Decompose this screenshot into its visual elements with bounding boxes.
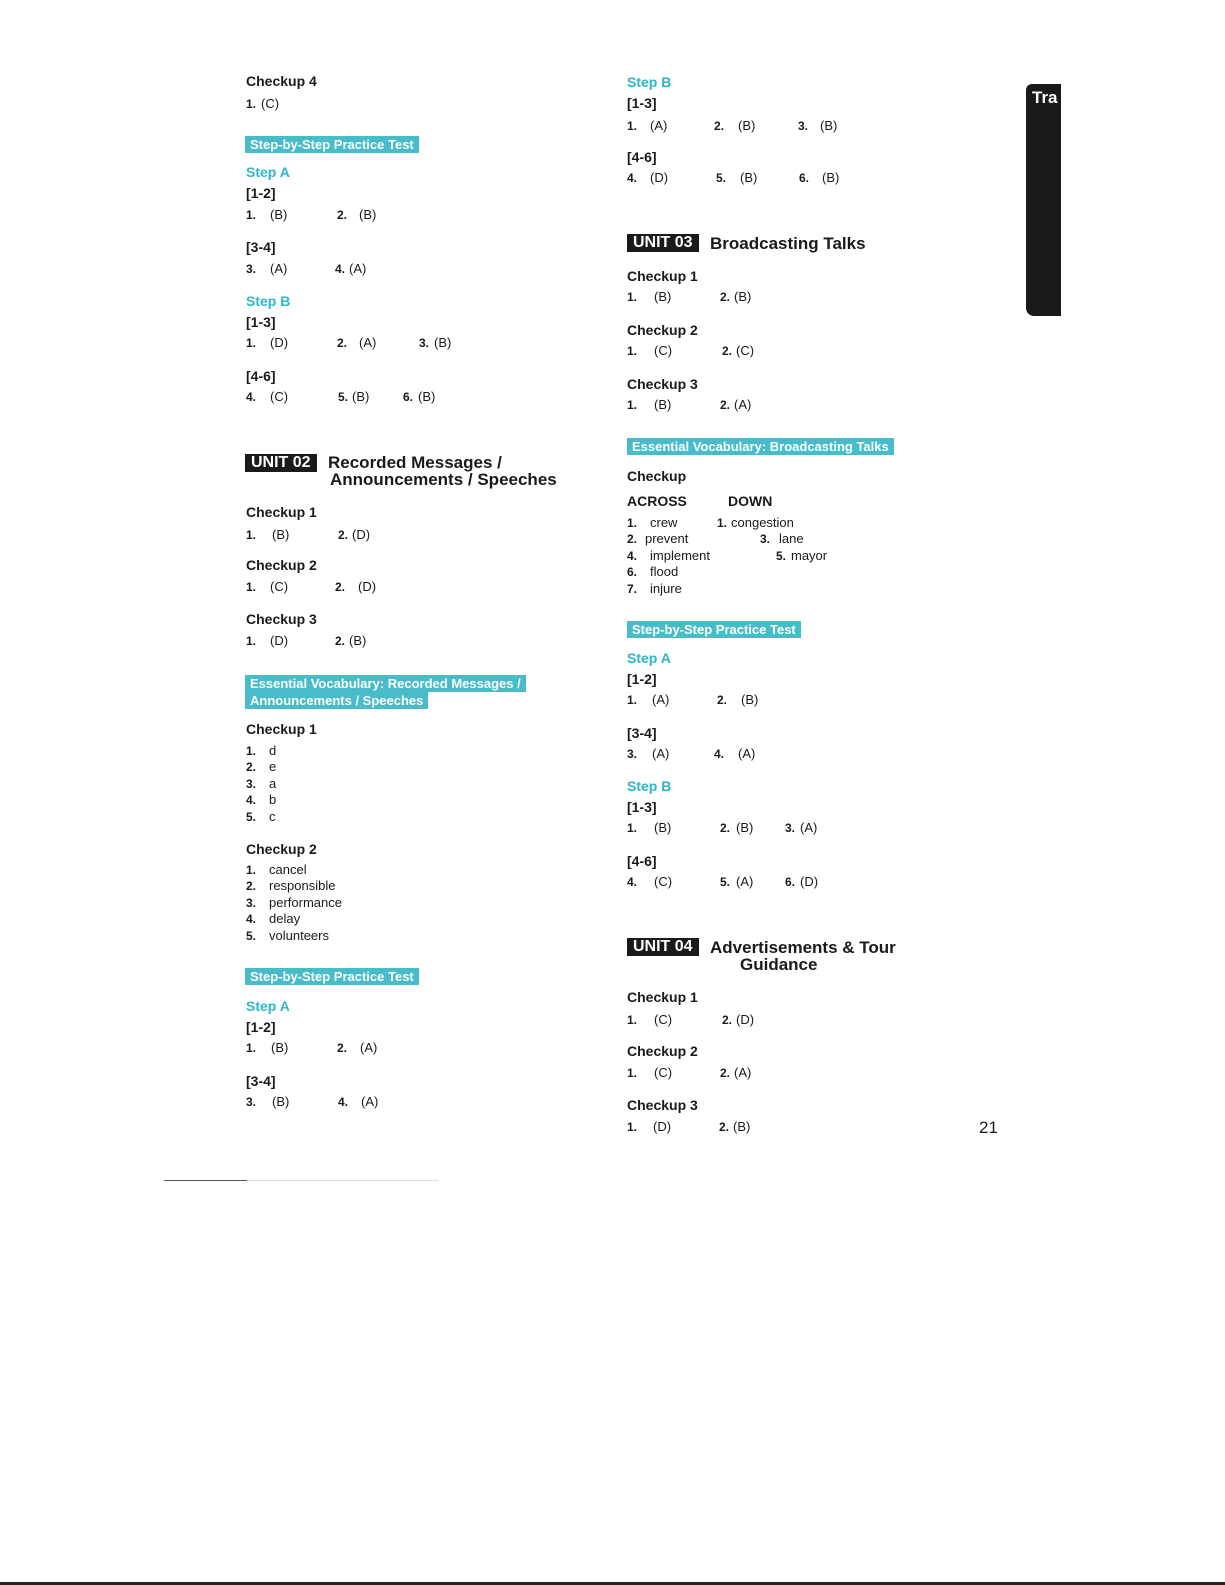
answer-number: 1. [627,344,638,358]
answer-number: 3. [798,119,809,133]
answer-value: (C) [736,343,755,358]
answer-value: (C) [270,579,289,594]
question-range: [3-4] [627,725,657,741]
answer-value: (D) [352,527,371,542]
checkup1-heading: Checkup 1 [246,504,317,520]
vocab-checkup1-heading: Checkup 1 [246,721,317,737]
answer-value: (C) [654,1012,673,1027]
answer-number: 3. [246,1095,257,1109]
vocab-checkup-heading: Checkup [627,468,687,484]
answer-value: (B) [434,335,452,350]
checkup3-heading: Checkup 3 [627,1097,698,1113]
answer-value: (B) [740,170,758,185]
answer-value: (B) [272,527,290,542]
checkup3-heading: Checkup 3 [627,376,698,392]
across-label: ACROSS [627,493,687,509]
checkup2-heading: Checkup 2 [627,322,698,338]
side-tab [1026,84,1061,316]
section-band-practice-test: Step-by-Step Practice Test [627,621,801,638]
question-range: [1-2] [246,185,276,201]
section-band-practice-test: Step-by-Step Practice Test [245,968,419,985]
answer-number: 2. [720,821,731,835]
answer-value: (B) [736,820,754,835]
answer-number: 2. [720,1066,731,1080]
step-b-label: Step B [627,778,672,794]
answer-number: 7. [627,582,638,596]
question-range: [1-3] [627,799,657,815]
answer-value: d [269,743,277,758]
checkup2-heading: Checkup 2 [246,557,317,573]
answer-number: 4. [335,262,346,276]
answer-number: 4. [714,747,725,761]
answer-value: (C) [261,96,280,111]
answer-value: (D) [736,1012,755,1027]
side-tab-label: Tra [1032,88,1058,107]
answer-value: (D) [270,633,289,648]
section-band-vocabulary: Essential Vocabulary: Recorded Messages / [245,675,526,692]
unit-badge: UNIT 02 [245,454,317,472]
answer-value: c [269,809,276,824]
unit-title: Recorded Messages / [328,453,502,472]
answer-number: 4. [246,912,257,926]
answer-number: 4. [627,875,638,889]
answer-number: 3. [627,747,638,761]
unit-badge: UNIT 04 [627,938,699,956]
step-a-label: Step A [246,164,290,180]
answer-number: 2. [720,290,731,304]
answer-number: 4. [246,793,257,807]
answer-value: (B) [349,633,367,648]
answer-value: (A) [800,820,818,835]
down-label: DOWN [728,493,773,509]
answer-number: 2. [337,336,348,350]
checkup3-heading: Checkup 3 [246,611,317,627]
answer-number: 1. [627,821,638,835]
answer-number: 3. [785,821,796,835]
answer-number: 1. [246,336,257,350]
answer-number: 5. [246,929,257,943]
answer-value: (A) [650,118,668,133]
answer-value: cancel [269,862,307,877]
checkup2-heading: Checkup 2 [627,1043,698,1059]
answer-number: 4. [627,549,638,563]
answer-number: 3. [246,777,257,791]
answer-number: 2. [717,693,728,707]
answer-value: (A) [734,397,752,412]
vocab-checkup2-heading: Checkup 2 [246,841,317,857]
answer-value: (A) [734,1065,752,1080]
answer-value: b [269,792,277,807]
answer-value: lane [779,531,804,546]
answer-number: 2. [714,119,725,133]
answer-number: 1. [627,1120,638,1134]
answer-value: (D) [653,1119,672,1134]
answer-number: 1. [627,1013,638,1027]
answer-value: (B) [734,289,752,304]
answer-number: 2. [722,1013,733,1027]
answer-value: e [269,759,277,774]
answer-number: 6. [403,390,414,404]
answer-value: (C) [270,389,289,404]
answer-number: 6. [627,565,638,579]
answer-value: (D) [358,579,377,594]
step-a-label: Step A [246,998,290,1014]
answer-number: 2. [335,580,346,594]
unit-badge: UNIT 03 [627,234,699,252]
answer-value: (A) [270,261,288,276]
answer-value: (B) [654,820,672,835]
answer-value: (C) [654,874,673,889]
answer-number: 5. [776,549,787,563]
answer-value: mayor [791,548,828,563]
step-a-label: Step A [627,650,671,666]
answer-number: 1. [246,634,257,648]
question-range: [3-4] [246,1073,276,1089]
answer-number: 1. [246,1041,257,1055]
question-range: [1-2] [246,1019,276,1035]
answer-value: (B) [820,118,838,133]
answer-value: (A) [361,1094,379,1109]
answer-value: (B) [272,1094,290,1109]
answer-value: (A) [360,1040,378,1055]
answer-value: injure [650,581,682,596]
unit-title: Broadcasting Talks [710,234,866,253]
answer-number: 2. [246,760,257,774]
answer-number: 2. [722,344,733,358]
footer-rule [164,1180,247,1181]
answer-value: (A) [736,874,754,889]
unit-title-line2: Guidance [740,955,818,974]
answer-number: 2. [720,398,731,412]
answer-number: 1. [627,119,638,133]
question-range: [3-4] [246,239,276,255]
answer-value: (B) [418,389,436,404]
answer-number: 1. [246,744,257,758]
question-range: [1-3] [246,314,276,330]
answer-value: (A) [738,746,756,761]
answer-value: congestion [731,515,794,530]
answer-number: 2. [627,532,638,546]
footer-rule-faint [248,1180,438,1181]
answer-number: 3. [760,532,771,546]
answer-number: 2. [337,208,348,222]
answer-number: 5. [246,810,257,824]
answer-number: 2. [719,1120,730,1134]
answer-number: 1. [246,208,257,222]
answer-value: (D) [800,874,819,889]
section-band-practice-test: Step-by-Step Practice Test [245,136,419,153]
answer-value: a [269,776,277,791]
question-range: [1-2] [627,671,657,687]
question-range: [4-6] [246,368,276,384]
answer-number: 2. [246,879,257,893]
answer-value: (B) [271,1040,289,1055]
answer-number: 3. [246,262,257,276]
answer-number: 5. [338,390,349,404]
answer-number: 4. [627,171,638,185]
answer-value: implement [650,548,710,563]
checkup1-heading: Checkup 1 [627,268,698,284]
answer-number: 4. [338,1095,349,1109]
answer-value: (B) [359,207,377,222]
answer-number: 3. [246,896,257,910]
answer-value: (A) [652,692,670,707]
answer-value: responsible [269,878,336,893]
answer-value: flood [650,564,679,579]
section-band-vocabulary-line2: Announcements / Speeches [245,692,428,709]
answer-number: 4. [246,390,257,404]
answer-number: 5. [716,171,727,185]
answer-value: volunteers [269,928,329,943]
answer-number: 1. [246,863,257,877]
answer-value: prevent [645,531,689,546]
question-range: [1-3] [627,95,657,111]
answer-number: 2. [338,528,349,542]
step-b-label: Step B [627,74,672,90]
answer-number: 6. [799,171,810,185]
answer-number: 5. [720,875,731,889]
answer-number: 1. [627,290,638,304]
answer-value: delay [269,911,301,926]
answer-value: (B) [822,170,840,185]
answer-number: 1. [246,580,257,594]
step-b-label: Step B [246,293,291,309]
unit-title-line2: Announcements / Speeches [330,470,557,489]
answer-value: (C) [654,343,673,358]
answer-number: 1. [717,516,728,530]
checkup4-heading: Checkup 4 [246,73,317,89]
answer-number: 1. [627,693,638,707]
answer-number: 3. [419,336,430,350]
answer-number: 1. [627,516,638,530]
answer-number: 1. [246,97,257,111]
answer-value: (B) [733,1119,751,1134]
answer-number: 1. [246,528,257,542]
section-band-vocabulary: Essential Vocabulary: Broadcasting Talks [627,438,894,455]
answer-value: (D) [650,170,669,185]
answer-value: (C) [654,1065,673,1080]
answer-number: 2. [335,634,346,648]
answer-value: (B) [352,389,370,404]
answer-value: crew [650,515,678,530]
question-range: [4-6] [627,853,657,869]
answer-value: (A) [652,746,670,761]
answer-number: 1. [627,398,638,412]
unit-title: Advertisements & Tour [710,938,896,957]
answer-value: (D) [270,335,289,350]
answer-value: (A) [359,335,377,350]
answer-value: (B) [654,289,672,304]
answer-number: 2. [337,1041,348,1055]
answer-number: 1. [627,1066,638,1080]
answer-value: (A) [349,261,367,276]
question-range: [4-6] [627,149,657,165]
answer-value: (B) [741,692,759,707]
answer-value: performance [269,895,342,910]
answer-value: (B) [270,207,288,222]
checkup1-heading: Checkup 1 [627,989,698,1005]
page-number: 21 [979,1118,998,1137]
answer-value: (B) [738,118,756,133]
answer-number: 6. [785,875,796,889]
answer-value: (B) [654,397,672,412]
